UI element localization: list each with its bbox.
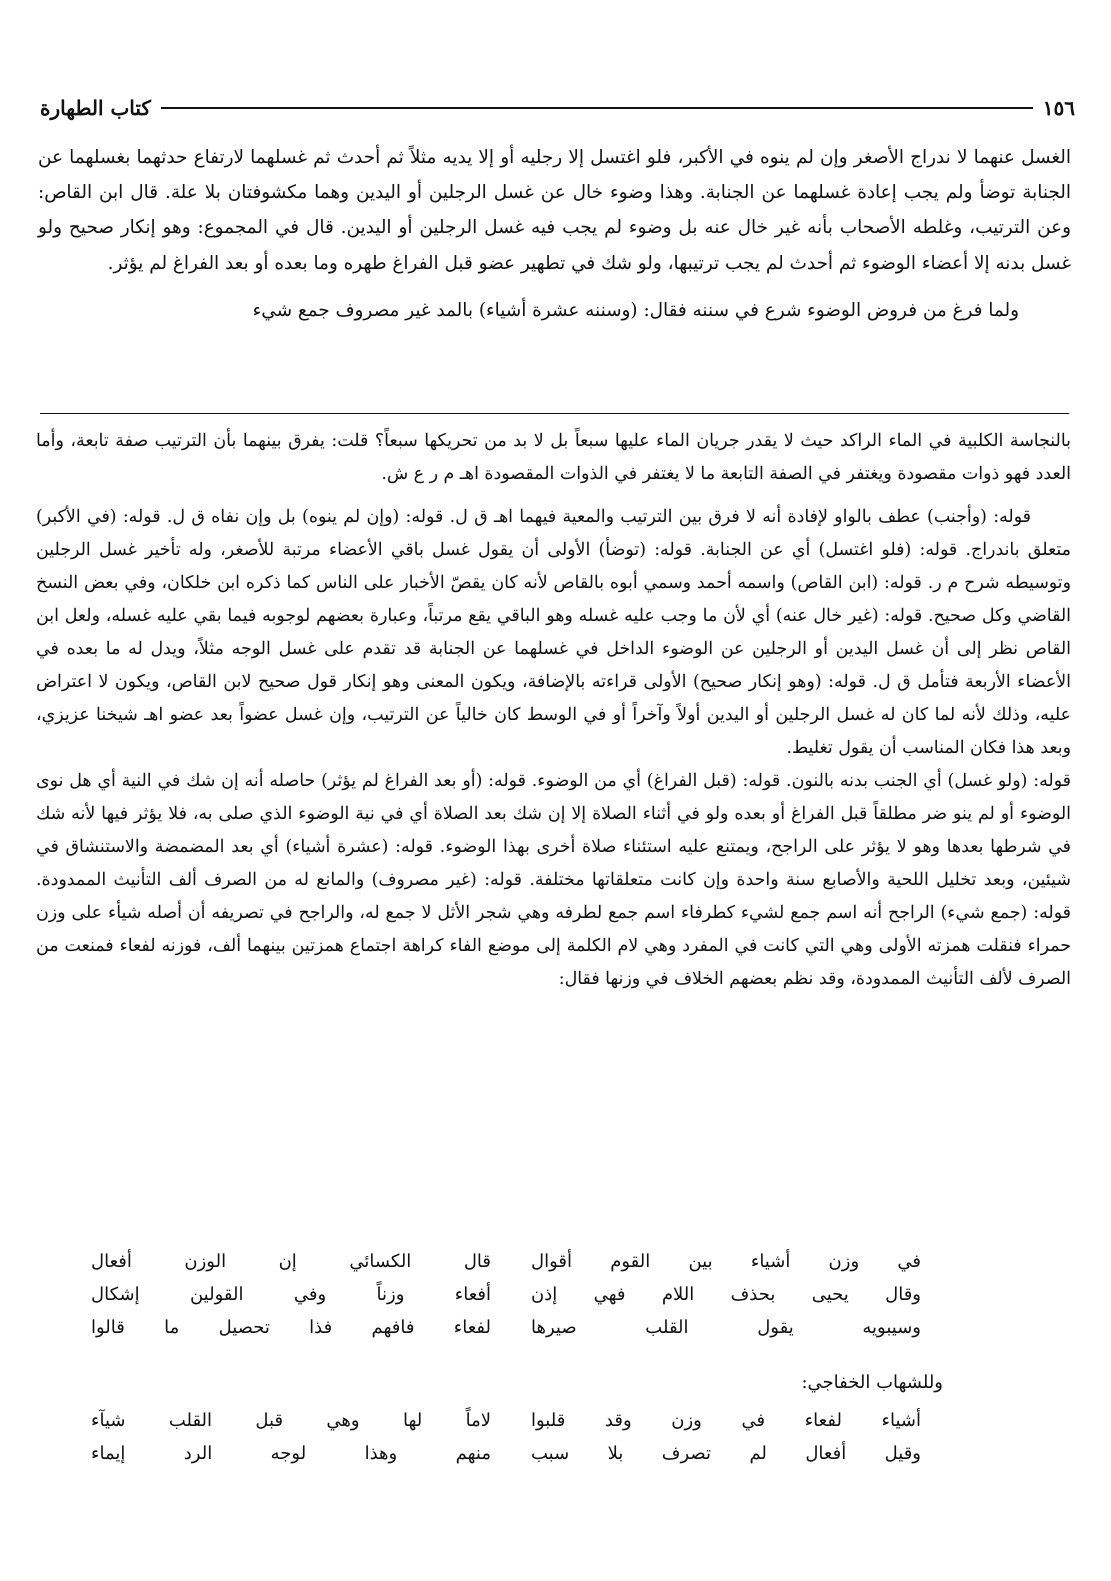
commentary-paragraph-2: قوله: (وأجنب) عطف بالواو لإفادة أنه لا فرق بين الترتيب والمعية فيهما اهـ ق ل. قوله: (وإن لم ينوه) بل وإن نفاه ق ل. قوله: (في الأكبر) متعلق باندراج. قوله: (فلو اغتسل) أي عن الجنابة. قوله: (توضأ) الأولى أن يقول غسل باقي الأعضاء مرتبة للأصغر، وله تأخير غسل الرجلين وتوسيطه شرح م ر. قوله: (ابن القاص) واسمه أحمد وسمي أبوه بالقاص لأنه كان يقصّ الأخبار على الناس كما ذكره ابن خلكان، وفي بعض النسخ القاضي وكل صحيح. قوله: (غير خال عنه) أي لأن ما وجب عليه غسله وهو الباقي يقع مرتباً، وعبارة بعضهم لوجوبه فيما بقي عليه غسله، ولعل ابن القاص نظر إلى أن غسل اليدين أو الرجلين عن الوضوء الداخل في غسلهما عن الجنابة قد تقدم على غسل الوجه مثلاً، ويدل له ما بعده في الأعضاء الأربعة فتأمل ق ل. قوله: (وهو إنكار صحيح) الأولى قراءته بالإضافة، ويكون المعنى وهو إنكار قول صحيح لابن القاص، ويكون لا اعتراض عليه، وذلك لأنه لما كان له غسل الرجلين أو اليدين أولاً وآخراً أو في الوسط كان خالياً عن الترتيب، وإن غسل عضواً بعد عضو اهـ شيخنا عزيزي، وبعد هذا فكان المناسب أن يقول تغليط. bbox=[36, 507, 1071, 758]
poem-2-heading: وللشهاب الخفاجي: bbox=[801, 1372, 943, 1393]
verse-second-half: أفعاء وزناً وفي القولين إشكال bbox=[91, 1284, 491, 1305]
main-text bbox=[38, 140, 1071, 328]
poem-2 bbox=[0, 1404, 1111, 1470]
verse bbox=[0, 1404, 1111, 1437]
verse-first-half: وسيبويه يقول القلب صيرها bbox=[531, 1317, 921, 1338]
verse-second-half: لفعاء فافهم فذا تحصيل ما قالوا bbox=[91, 1317, 491, 1338]
poem-1 bbox=[0, 1245, 1111, 1344]
commentary bbox=[36, 425, 1071, 996]
verse-first-half: وقال يحيى بحذف اللام فهي إذن bbox=[531, 1284, 921, 1305]
commentary-paragraph-1: بالنجاسة الكلبية في الماء الراكد حيث لا يقدر جريان الماء عليها سبعاً بل لا بد من تحريكها سبعاً؟ قلت: يفرق بينهما بأن الترتيب صفة تابعة، وأما العدد فهو ذوات مقصودة ويغتفر في الصفة التابعة ما لا يغتفر في الذوات المقصودة اهـ م ر ع ش. bbox=[36, 431, 1071, 484]
main-paragraph-1: الغسل عنهما لا ندراج الأصغر وإن لم ينوه في الأكبر، فلو اغتسل إلا رجليه أو إلا يديه مثلاً ثم أحدث ثم غسلهما لارتفاع حدثهما بغسلهما عن الجنابة توضأ ولم يجب إعادة غسلهما عن الجنابة. وهذا وضوء خال عن غسل الرجلين أو اليدين وهما مكشوفتان بلا علة. قال ابن القاص: وعن الترتيب، وغلطه الأصحاب بأنه غير خال عنه بل وضوء لم يجب فيه غسل الرجلين أو اليدين. قال في المجموع: وهو إنكار صحيح ولو غسل بدنه إلا أعضاء الوضوء ثم أحدث لم يجب ترتيبها، ولو شك في تطهير عضو قبل الفراغ طهره وما بعده أو بعد الفراغ لم يؤثر. bbox=[38, 147, 1071, 274]
verse bbox=[0, 1278, 1111, 1311]
verse-second-half: قال الكسائي إن الوزن أفعال bbox=[91, 1251, 491, 1272]
verse bbox=[0, 1245, 1111, 1278]
footnote-separator bbox=[40, 413, 1069, 414]
page-number: ١٥٦ bbox=[1042, 96, 1075, 120]
verse bbox=[0, 1437, 1111, 1470]
verse-first-half: أشياء لفعاء في وزن وقد قلبوا bbox=[531, 1410, 921, 1431]
header-rule bbox=[161, 107, 1033, 109]
verse bbox=[0, 1311, 1111, 1344]
verse-second-half: منهم وهذا لوجه الرد إيماء bbox=[91, 1443, 491, 1464]
commentary-paragraph-3: قوله: (ولو غسل) أي الجنب بدنه بالنون. قوله: (قبل الفراغ) أي من الوضوء. قوله: (أو بعد الفراغ لم يؤثر) حاصله أنه إن شك في النية أي هل نوى الوضوء أو لم ينو ضر مطلقاً قبل الفراغ أو بعده ولو في أثناء الصلاة إلا إن شك بعد الصلاة أي في نية الوضوء الذي صلى به، فلا يؤثر فيها لأنه شك في شرطها بعدها وهو لا يؤثر على الراجح، ويمتنع عليه استئناء صلاة أخرى بهذا الوضوء. قوله: (عشرة أشياء) أي بعد المضمضة والاستنشاق في شيئين، وبعد تخليل اللحية والأصابع سنة واحدة وإن كانت متعلقاتها مختلفة. قوله: (غير مصروف) والمانع له من الصرف ألف التأنيث الممدودة. قوله: (جمع شيء) الراجح أنه اسم جمع لشيء كطرفاء اسم جمع لطرفه وهي شجر الأثل لا جمع له، والراجح في تصريفه أن أصله شيأء على وزن حمراء فنقلت همزته الأولى وهي التي كانت في المفرد وهي لام الكلمة إلى موضع الفاء كراهة اجتماع همزتين بينهما ألف، فوزنه لفعاء فمنعت من الصرف لألف التأنيث الممدودة، وقد نظم بعضهم الخلاف في وزنها فقال: bbox=[36, 771, 1071, 989]
main-paragraph-2: ولما فرغ من فروض الوضوء شرع في سننه فقال: (وسننه عشرة أشياء) بالمد غير مصروف جمع شيء bbox=[252, 299, 1019, 321]
verse-second-half: لاماً لها وهي قبل القلب شيآء bbox=[91, 1410, 491, 1431]
running-header bbox=[40, 88, 1075, 128]
verse-first-half: في وزن أشياء بين القوم أقوال bbox=[531, 1251, 921, 1272]
verse-first-half: وقيل أفعال لم تصرف بلا سبب bbox=[531, 1443, 921, 1464]
book-title: كتاب الطهارة bbox=[40, 96, 151, 120]
